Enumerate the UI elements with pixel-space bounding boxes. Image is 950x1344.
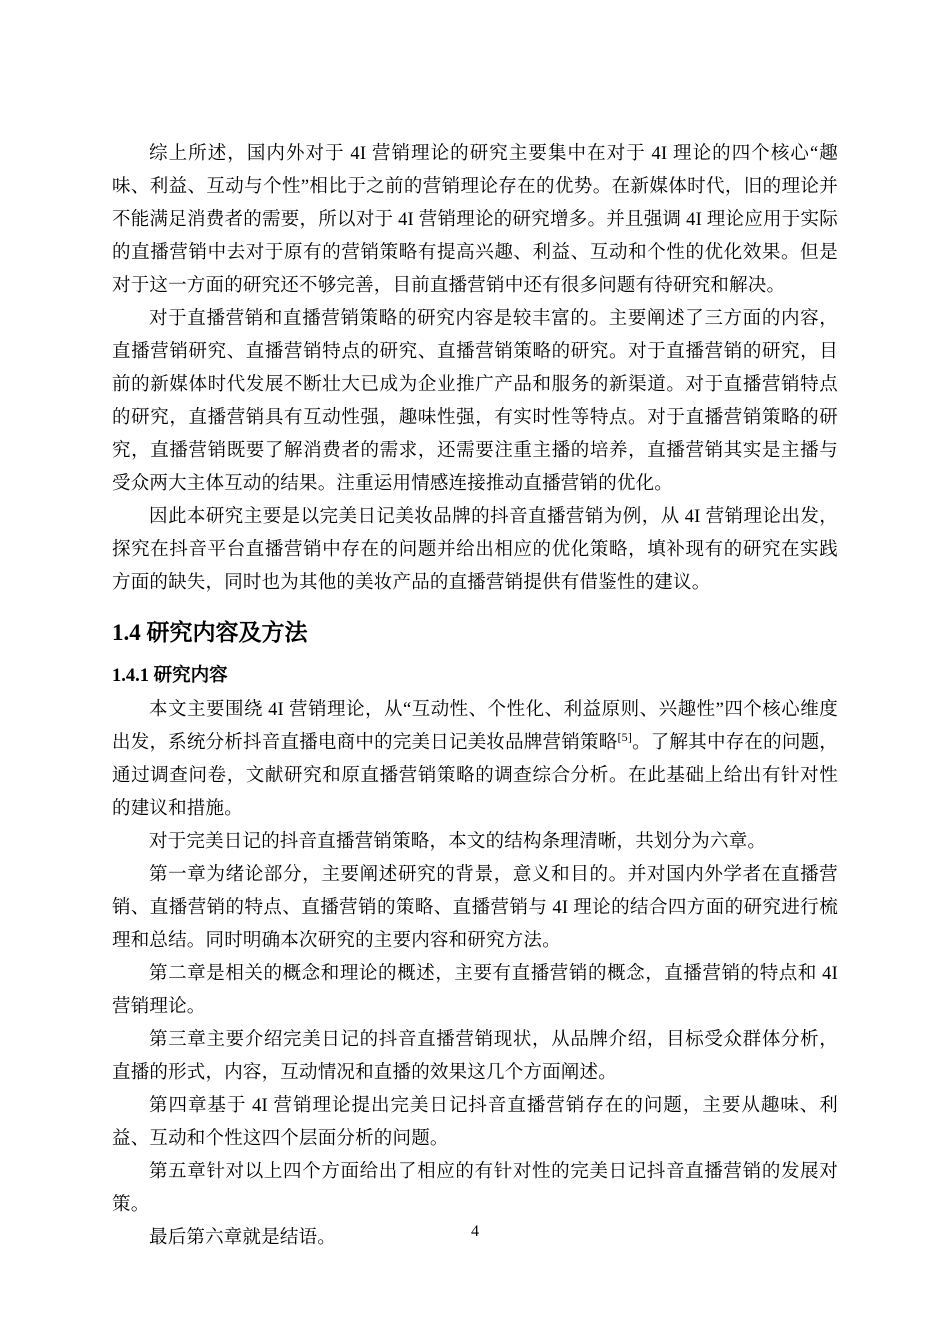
paragraph-structure-overview: 对于完美日记的抖音直播营销策略，本文的结构条理清晰，共划分为六章。 — [149, 832, 767, 852]
paragraph-text-before-citation: 本文主要围绕 4I 营销理论，从“互动性、个性化、利益原则、兴趣性”四个核心维度出发，系统分析抖音直播电商中的完美日记美妆品牌营销策略 — [112, 700, 838, 753]
paragraph-chapter-2: 第二章是相关的概念和理论的概述，主要有直播营销的概念，直播营销的特点和 4I 营销理论。 — [112, 964, 838, 1017]
paragraph-chapter-3: 第三章主要介绍完美日记的抖音直播营销现状，从品牌介绍，目标受众群体分析，直播的形式，内容，互动情况和直播的效果这几个方面阐述。 — [112, 1030, 838, 1083]
section-heading-1-4: 1.4 研究内容及方法 — [112, 620, 308, 645]
paragraph-research-content-with-citation — [112, 694, 838, 826]
paragraph-summary-4i-research: 综上所述，国内外对于 4I 营销理论的研究主要集中在对于 4I 理论的四个核心“趣味、利益、互动与个性”相比于之前的营销理论存在的优势。在新媒体时代，旧的理论并不能满足消费者的需要，所以对于 4I 营销理论的研究增多。并且强调 4I 理论应用于实际的直播营销中去对于原有的营销策略有提高兴趣、利益、互动和个性的优化效果。但是对于这一方面的研究还不够完善，目前直播营销中还有很多问题有待研究和解决。 — [112, 144, 838, 296]
paragraph-text-after-citation: 。了解其中存在的问题，通过调查问卷，文献研究和原直播营销策略的调查综合分析。在此基础上给出有针对性的建议和措施。 — [112, 733, 838, 819]
paragraph-chapter-5: 第五章针对以上四个方面给出了相应的有针对性的完美日记抖音直播营销的发展对策。 — [112, 1162, 838, 1215]
page-number: 4 — [471, 1223, 479, 1240]
page-content — [112, 138, 838, 1255]
citation-ref-5: [5] — [617, 729, 633, 744]
page-footer — [0, 1222, 950, 1242]
paragraph-livestream-marketing-research: 对于直播营销和直播营销策略的研究内容是较丰富的。主要阐述了三方面的内容，直播营销研究、直播营销特点的研究、直播营销策略的研究。对于直播营销的研究，目前的新媒体时代发展不断壮大已成为企业推广产品和服务的新渠道。对于直播营销特点的研究，直播营销具有互动性强，趣味性强，有实时性等特点。对于直播营销策略的研究，直播营销既要了解消费者的需求，还需要注重主播的培养，直播营销其实是主播与受众两大主体互动的结果。注重运用情感连接推动直播营销的优化。 — [112, 309, 838, 494]
paragraph-research-purpose: 因此本研究主要是以完美日记美妆品牌的抖音直播营销为例，从 4I 营销理论出发，探究在抖音平台直播营销中存在的问题并给出相应的优化策略，填补现有的研究在实践方面的缺失，同时也为其他的美妆产品的直播营销提供有借鉴性的建议。 — [112, 507, 838, 593]
subsection-heading-1-4-1: 1.4.1 研究内容 — [112, 666, 228, 686]
paragraph-chapter-4: 第四章基于 4I 营销理论提出完美日记抖音直播营销存在的问题，主要从趣味、利益、互动和个性这四个层面分析的问题。 — [112, 1096, 838, 1149]
paragraph-chapter-1: 第一章为绪论部分，主要阐述研究的背景，意义和目的。并对国内外学者在直播营销、直播营销的特点、直播营销的策略、直播营销与 4I 理论的结合四方面的研究进行梳理和总结。同时明确本次研究的主要内容和研究方法。 — [112, 865, 838, 951]
paragraph-chapter-6: 最后第六章就是结语。 — [149, 1228, 337, 1248]
